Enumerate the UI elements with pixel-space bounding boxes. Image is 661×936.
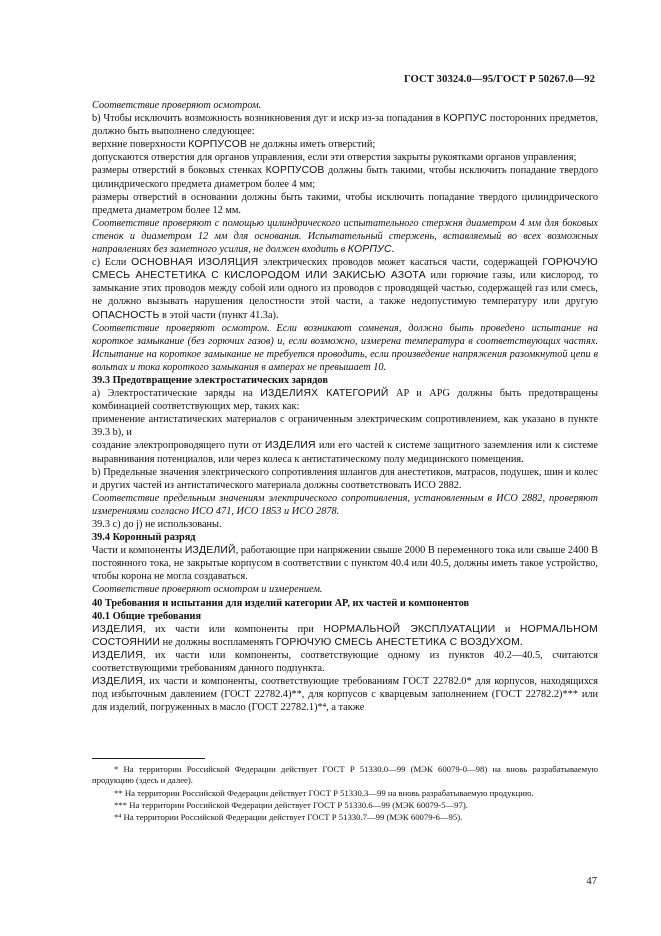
section-heading: 40 Требования и испытания для изделий категории AP, их частей и компонентов [92,597,470,609]
paragraph: b) Предельные значения электрического сопротивления шлангов для анестетиков, матрасов, подушек, шин и колес и других частей из антистатического материала должны соответствовать ИСО 2882. [92,466,598,491]
paragraph: ИЗДЕЛИЯ, их части и компоненты, соответствующие требованиям ГОСТ 22782.0* для корпусов, находящихся под избыточным давлением (ГОСТ 22782.4)**, для корпусов с кварцевым заполнением (ГОСТ 22782.2)*** или для изделий, погруженных в масло (ГОСТ 22782.1)*⁴, а также [92,676,598,714]
paragraph: Соответствие проверяют с помощью цилиндрического испытательного стержня диаметром 4 мм для боковых стенок и диаметром 12 мм для основания. Испытательный стержень, вставляемый во всех возможных направлениях без заметного усилия, не должен входить в КОРПУС. [92,217,598,256]
paragraph: допускаются отверстия для органов управления, если эти отверстия закрыты рукоятками органов управления; [92,152,577,164]
paragraph: ИЗДЕЛИЯ, их части или компоненты, соответствующие одному из пунктов 40.2—40.5, считаются соответствующими требованиям данного подпункта. [92,649,598,675]
paragraph: Соответствие предельным значениям электрического сопротивления, установленным в ИСО 2882, проверяют измерениями согласно ИСО 471, ИСО 1853 и ИСО 2878. [92,492,598,517]
paragraph: Части и компоненты ИЗДЕЛИЙ, работающие при напряжении свыше 2000 В переменного тока или свыше 2400 В постоянного тока, не закрытые корпусом в соответствии с пунктом 40.4 или 40.5, должны иметь такое устройство, чтобы корона не могла создаваться. [92,545,598,583]
footnotes [92,764,598,824]
footnote: * На территории Российской Федерации действует ГОСТ Р 51330.0—99 (МЭК 60079-0—98) на вновь разрабатываемую продукцию (здесь и далее). [92,764,598,786]
paragraph: верхние поверхности КОРПУСОВ не должны иметь отверстий; [92,139,376,151]
paragraph: c) Если ОСНОВНАЯ ИЗОЛЯЦИЯ электрических проводов может касаться части, содержащей ГОРЮЧУЮ СМЕСЬ АНЕСТЕТИКА С КИСЛОРОДОМ ИЛИ ЗАКИСЬЮ АЗОТА или горючие газы, или кислород, то замыкание этих проводов между собой или одного из проводов с проводящей частью, содержащей газ или смесь, не должно вызывать нарушения целостности этой части, а также недопустимую температуру или другую ОПАСНОСТЬ в этой части (пункт 41.3а). [92,257,598,321]
document-header: ГОСТ 30324.0—95/ГОСТ Р 50267.0—92 [403,74,595,85]
footnote: *⁴ На территории Российской Федерации действует ГОСТ Р 51330.7—99 (МЭК 60079-6—95). [114,812,463,823]
paragraph: размеры отверстий в боковых стенках КОРПУСОВ должны быть такими, чтобы исключить попадание твердого цилиндрического предмета диаметром более 4 мм; [92,165,598,190]
footnote-divider [92,758,205,759]
paragraph: ИЗДЕЛИЯ, их части или компоненты при НОРМАЛЬНОЙ ЭКСПЛУАТАЦИИ и НОРМАЛЬНОМ СОСТОЯНИИ не должны воспламенять ГОРЮЧУЮ СМЕСЬ АНЕСТЕТИКА С ВОЗДУХОМ. [92,623,598,648]
paragraph: Соответствие проверяют осмотром и измерением. [92,584,323,596]
paragraph: b) Чтобы исключить возможность возникновения дуг и искр из-за попадания в КОРПУС посторонних предметов, должно быть выполнено следующее: [92,113,598,138]
page-number: 47 [586,876,597,887]
paragraph: 39.3 c) до j) не использованы. [92,519,222,530]
paragraph: Соответствие проверяют осмотром. Если возникают сомнения, должно быть проведено испытание на короткое замыкание (без горючих газов) и, если возможно, измерена температура в соответствующих частях. Испытание на короткое замыкание не требуется проводить, если произведение напряжения разомкнутой цепи в вольтах и тока короткого замыкания в амперах не превышает 10. [92,322,598,373]
footnote: *** На территории Российской Федерации действует ГОСТ Р 51330.6—99 (МЭК 60079-5—97). [114,799,468,810]
paragraph: Соответствие проверяют осмотром. [92,100,262,111]
section-heading: 40.1 Общие требования [92,610,202,622]
paragraph: размеры отверстий в основании должны быть такими, чтобы исключить попадание твердого цилиндрического предмета диаметром более 12 мм. [92,191,598,216]
footnote: ** На территории Российской Федерации действует ГОСТ Р 51330.3—99 на вновь разрабатываемую продукцию. [114,787,534,798]
section-heading: 39.4 Коронный разряд [92,532,196,544]
paragraph: a) Электростатические заряды на ИЗДЕЛИЯХ КАТЕГОРИЙ AP и APG должны быть предотвращены комбинацией соответствующих мер, таких как: [92,388,598,413]
section-heading: 39.3 Предотвращение электростатических зарядов [92,374,328,386]
paragraph: применение антистатических материалов с ограниченным электрическим сопротивлением, как указано в пункте 39.3 b), и [92,414,598,439]
paragraph: создание электропроводящего пути от ИЗДЕЛИЯ или его частей к системе защитного заземления или к системе выравнивания потенциалов, или через колеса к антистатическому полу медицинского помещения. [92,440,598,465]
document-body [92,99,598,714]
